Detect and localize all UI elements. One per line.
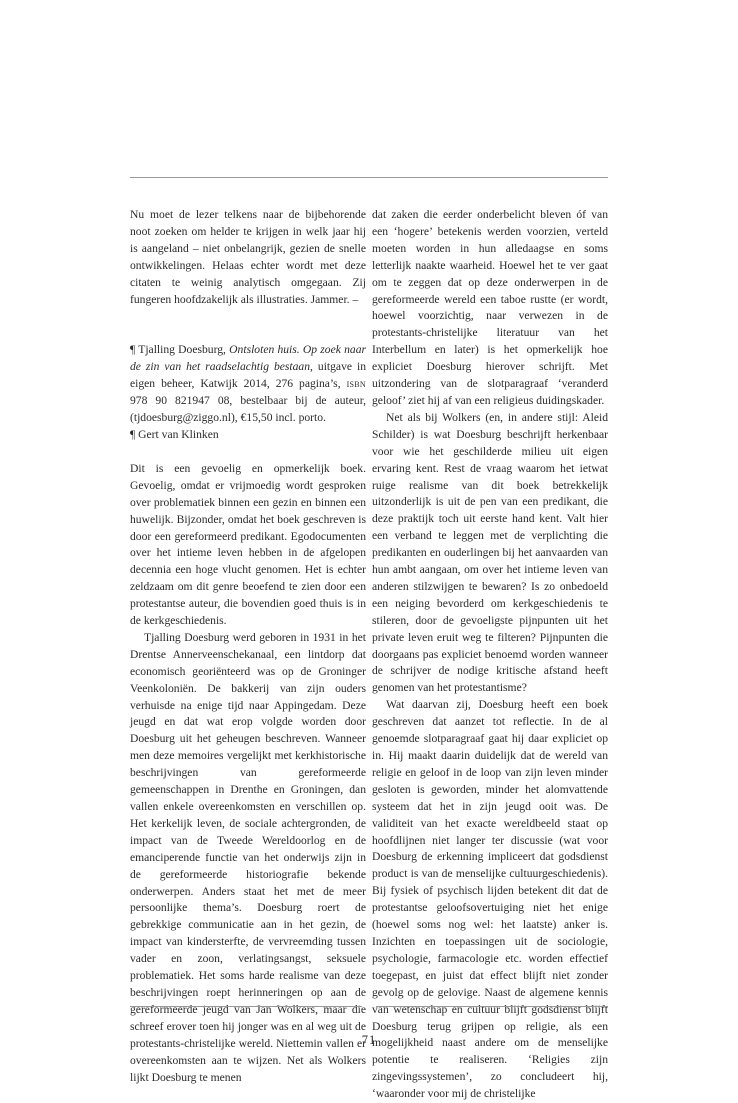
bottom-rule-right	[376, 1006, 608, 1007]
page-number: 71	[361, 1033, 377, 1047]
review-title: Ontsloten huis. Op zoek naar de zin van het raadselachtig bestaan	[130, 343, 366, 374]
body-paragraph-4: Net als bij Wolkers (en, in andere stijl: Aleid Schilder) is wat Doesburg beschrijft herkenbaar voor wie het geschilderde milieu uit eigen ervaring kent. Rest de vraag waarom het ietwat ruige realisme van dit boek betrekkelijk uitzonderlijk is uit de pen van een predikant, die deze praktijk toch uit eerste hand kent. Valt hier een verband te leggen met de verplichting die predikanten en ouderlingen bij het aanvaarden van hun ambt aangaan, om over het intieme leven van anderen stilzwijgen te bewaren? Is zo onbedoeld een neiging bevorderd om kerkgeschiedenis te stileren, door de gevoeligste pijnpunten uit het private leven eruit weg te filteren? Pijnpunten die doorgaans pas expliciet benoemd worden wanneer de schrijver de nodige kritische afstand heeft genomen van het protestantisme?	[372, 410, 608, 695]
body-paragraph-2: Tjalling Doesburg werd geboren in 1931 in het Drentse Annerveenschekanaal, een lintdorp dat economisch georiënteerd was op de Groninger Veenkoloniën. De bakkerij van zijn ouders verhuisde na enige tijd naar Appingedam. Deze jeugd en dat wat erop volgde worden door Doesburg uit het geheugen beschreven. Wanneer men deze memoires vergelijkt met kerkhistorische beschrijvingen van gereformeerde gemeenschappen in Drenthe en Groningen, dan vallen enkele overeenkomsten en verschillen op. Het kerkelijk leven, de sociale achtergronden, de impact van de Tweede Wereldoorlog en de emanciperende functie van het onderwijs zijn in de gereformeerde historiografie bekende onderwerpen. Anders staat het met de meer persoonlijke thema’s. Doesburg roert de gebrekkige communicatie aan in het gezin, de impact van kindersterfte, de vervreemding tussen vader en zoon, verlatingsangst, seksuele problematiek. Het soms harde realisme van deze beschrijvingen roept herinneringen op aan de gereformeerde jeugd van Jan Wolkers, maar die schreef erover toen hij jonger was en al weg uit de protestants-christelijke wereld. Niettemin vallen er overeenkomsten aan te wijzen. Net als Wolkers lijkt Doesburg te menen	[130, 630, 366, 1084]
isbn-label: isbn	[346, 377, 366, 391]
review-citation	[130, 342, 366, 427]
body-paragraph-5: Wat daarvan zij, Doesburg heeft een boek geschreven dat aanzet tot reflectie. In de al genoemde slotparagraaf gaat hij daar expliciet op in. Hij maakt daarin duidelijk dat de wereld van religie en geloof in de loop van zijn leven minder gesloten is geworden, minder het alomvattende systeem dat het in zijn jeugd ooit was. De validiteit van het exacte wereldbeeld staat op hoofdlijnen niet langer ter discussie (wat voor Doesburg de erkenning impliceert dat godsdienst product is van de menselijke cultuurgeschiedenis). Bij fysiek of psychisch lijden betekent dit dat de protestantse geloofsovertuiging niet het enige (hoewel soms nog wel: het laatste) anker is. Inzichten en toepassingen uit de sociologie, psychologie, farmacologie etc. worden effectief toegepast, en juist dat effect blijft niet zonder gevolg op de gelovige. Naast de algemene kennis van wetenschap en cultuur blijft godsdienst blijft Doesburg terug grijpen op religie, als een mogelijkheid naast andere om de menselijke potentie te realiseren. ‘Religies zijn zingevingssystemen’, zo concludeert hij, ‘waaronder voor mij de christelijke	[372, 698, 608, 1101]
right-column	[372, 207, 608, 1103]
reviewer-name: ¶ Gert van Klinken	[130, 427, 219, 441]
body-paragraph-1: Dit is een gevoelig en opmerkelijk boek. Gevoelig, omdat er vrijmoedig wordt gesproken over problematiek binnen een gezin en binnen een huwelijk. Bijzonder, omdat het boek geschreven is door een gereformeerd predikant. Egodocumenten over het intieme leven hebben in de afgelopen decennia een hoge vlucht genomen. Het is echter zeldzaam om dit genre beoefend te zien door een protestantse auteur, die bovendien goed thuis is in de kerkgeschiedenis.	[130, 461, 366, 628]
isbn-details: 978 90 821947 08, bestelbaar bij de auteur, (tjdoesburg@ziggo.nl), €15,50 incl. porto.	[130, 394, 366, 425]
intro-paragraph: Nu moet de lezer telkens naar de bijbehorende noot zoeken om helder te krijgen in welk jaar hij is aangeland – niet onbelangrijk, gezien de snelle ontwikkelingen. Helaas echter wordt met deze citaten te weinig analytisch omgegaan. Zij fungeren hoofdzakelijk als illustraties. Jammer. –	[130, 208, 366, 306]
body-paragraph-3: dat zaken die eerder onderbelicht bleven óf van een ‘hogere’ betekenis werden voorzien, verteld moeten worden in hun alledaagse en soms letterlijk naakte waarheid. Hoewel het te ver gaat om te zeggen dat op deze onderwerpen in de gereformeerde wereld een taboe rustte (er wordt, hoewel voorzichtig, naar verwezen in de protestants-christelijke literatuur van het Interbellum en later) is het opmerkelijk hoe expliciet Doesburg hierover schrijft. Met uitzondering van de slotparagraaf ‘veranderd geloof’ ziet hij af van een religieus duidingskader.	[372, 208, 608, 407]
review-author: ¶ Tjalling Doesburg,	[130, 343, 226, 357]
review-publication: , uitgave in eigen beheer, Katwijk 2014, 276 pagina’s,	[130, 360, 366, 391]
top-rule	[130, 177, 608, 178]
bottom-rule-left	[130, 1006, 362, 1007]
left-column	[130, 207, 366, 1086]
